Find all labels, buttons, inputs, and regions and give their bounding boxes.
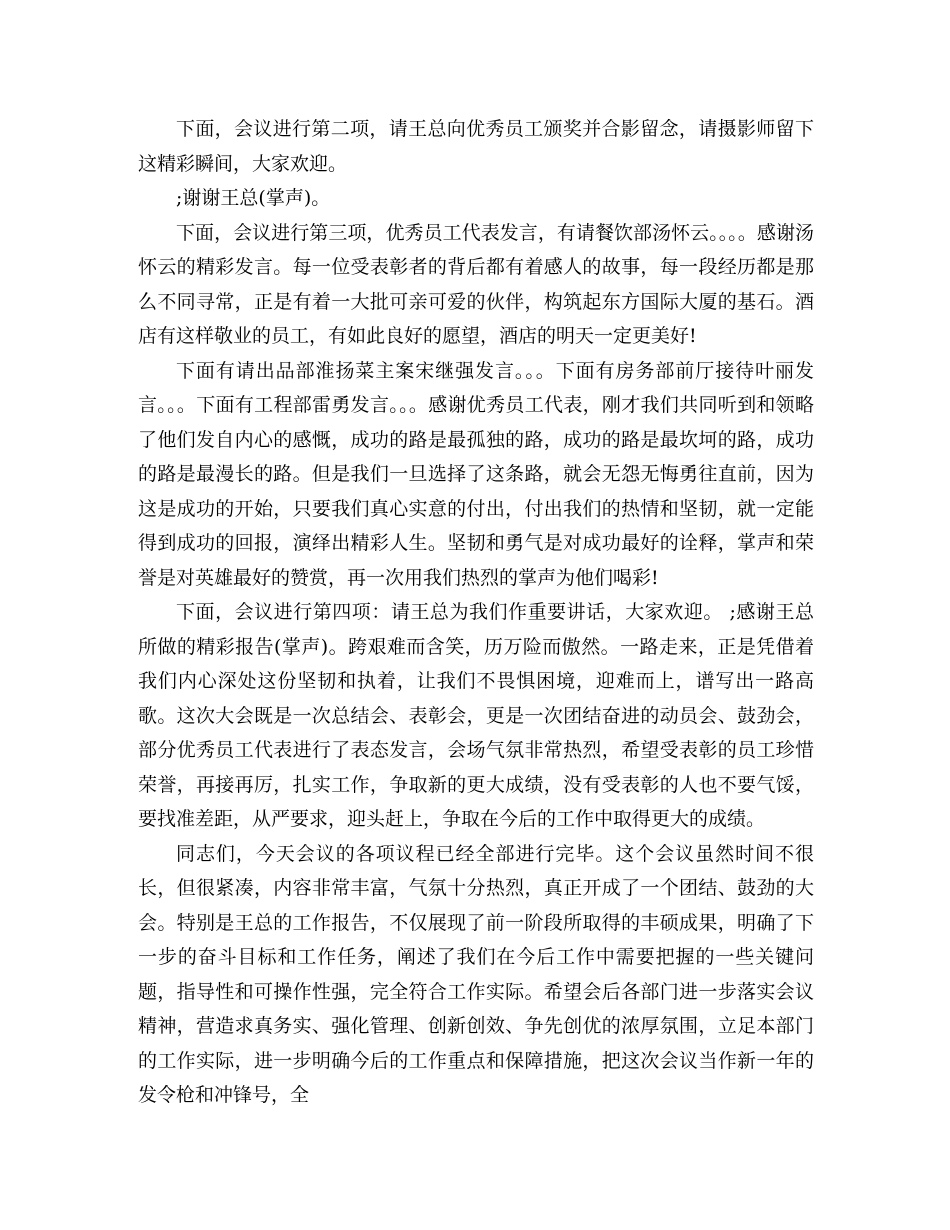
paragraph-closing-remarks: 同志们，今天会议的各项议程已经全部进行完毕。这个会议虽然时间不很长，但很紧凑，内容非常丰富，气氛十分热烈，真正开成了一个团结、鼓劲的大会。特别是王总的工作报告，不仅展现了前一阶段所取得的丰硕成果，明确了下一步的奋斗目标和工作任务，阐述了我们在今后工作中需要把握的一些关键问题，指导性和可操作性强，完全符合工作实际。希望会后各部门进一步落实会议精神，营造求真务实、强化管理、创新创效、争先创优的浓厚氛围，立足本部门的工作实际，进一步明确今后的工作重点和保障措施，把这次会议当作新一年的发令枪和冲锋号，全 — [138, 842, 814, 1106]
paragraph-award-ceremony: 下面，会议进行第二项，请王总向优秀员工颁奖并合影留念，请摄影师留下这精彩瞬间，大家欢迎。 — [138, 118, 814, 175]
paragraph-important-speech: 下面，会议进行第四项：请王总为我们作重要讲话，大家欢迎。 ;感谢王总所做的精彩报告(掌声)。跨艰难而含笑，历万险而傲然。一路走来，正是凭借着我们内心深处这份坚韧和执着，让我们不畏惧困境，迎难而上，谱写出一路高歌。这次大会既是一次总结会、表彰会，更是一次团结奋进的动员会、鼓劲会，部分优秀员工代表进行了表态发言，会场气氛非常热烈，希望受表彰的员工珍惜荣誉，再接再厉，扎实工作，争取新的更大成绩，没有受表彰的人也不要气馁，要找准差距，从严要求，迎头赶上，争取在今后的工作中取得更大的成绩。 — [138, 601, 814, 830]
paragraph-thanks: ;谢谢王总(掌声)。 — [176, 187, 331, 209]
paragraph-department-speeches: 下面有请出品部淮扬菜主案宋继强发言。。。下面有房务部前厅接待叶丽发言。。。下面有工程部雷勇发言。。。感谢优秀员工代表，刚才我们共同听到和领略了他们发自内心的感慨，成功的路是最孤独的路，成功的路是最坎坷的路，成功的路是最漫长的路。但是我们一旦选择了这条路，就会无怨无悔勇往直前，因为这是成功的开始，只要我们真心实意的付出，付出我们的热情和坚韧，就一定能得到成功的回报，演绎出精彩人生。坚韧和勇气是对成功最好的诠释，掌声和荣誉是对英雄最好的赞赏，再一次用我们热烈的掌声为他们喝彩! — [138, 359, 814, 589]
document-body — [138, 112, 814, 1113]
paragraph-employee-speech: 下面，会议进行第三项，优秀员工代表发言，有请餐饮部汤怀云。。。。感谢汤怀云的精彩发言。每一位受表彰者的背后都有着感人的故事，每一段经历都是那么不同寻常，正是有着一大批可亲可爱的伙伴，构筑起东方国际大厦的基石。酒店有这样敬业的员工，有如此良好的愿望，酒店的明天一定更美好! — [138, 221, 814, 347]
